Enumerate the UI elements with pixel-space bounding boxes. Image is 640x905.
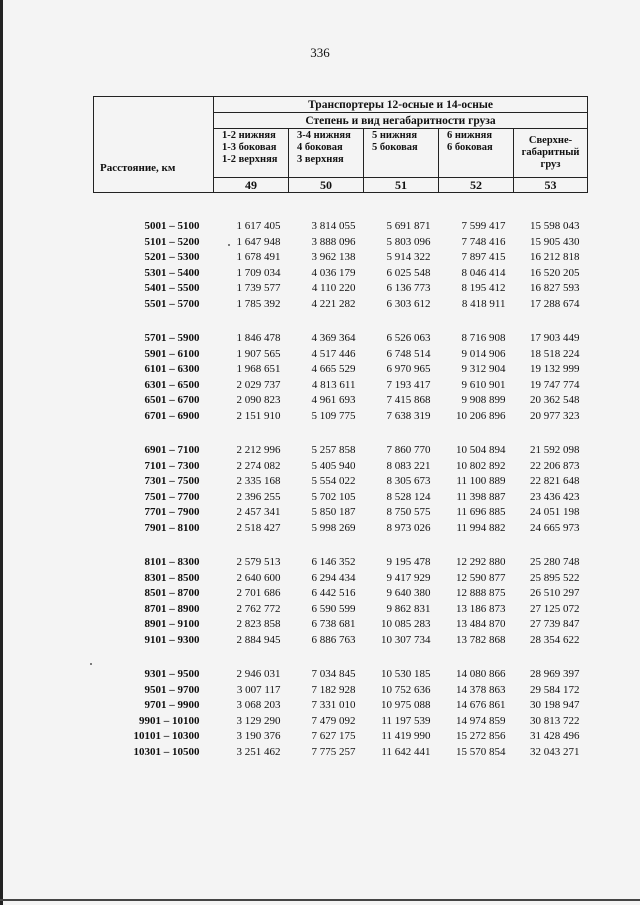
tariff-value-cell: 12 292 880 [456,556,506,568]
distance-range-cell: 5001 – 5100 [144,220,200,232]
distance-range-cell: 5501 – 5700 [144,297,200,310]
tariff-value-cell: 8 418 911 [461,297,506,310]
tariff-value-cell: 10 504 894 [456,444,506,456]
tariff-value-cell: 5 998 269 [311,521,356,534]
tariff-value-cell: 22 206 873 [530,459,580,472]
tariff-value-cell: 3 888 096 [311,235,356,248]
table-row [94,490,588,506]
column-number-51: 51 [364,178,439,193]
tariff-value-cell: 8 083 221 [386,459,431,472]
group-spacer [94,648,588,667]
tariff-value-cell: 11 642 441 [381,745,431,758]
tariff-value-cell: 5 850 187 [311,506,356,518]
tariff-value-cell: 6 590 599 [311,602,356,615]
tariff-value-cell: 4 369 364 [311,332,356,344]
tariff-value-cell: 4 665 529 [311,363,356,375]
tariff-value-cell: 3 814 055 [311,220,356,232]
tariff-value-cell: 9 312 904 [461,363,506,375]
table-row [94,617,588,633]
scan-left-edge [0,0,3,905]
tariff-value-cell: 6 738 681 [311,618,356,630]
tariff-value-cell: 28 354 622 [530,633,580,646]
distance-range-cell: 7501 – 7700 [144,490,200,503]
distance-range-cell: 5201 – 5300 [144,251,200,263]
tariff-value-cell: 6 442 516 [311,587,356,599]
tariff-value-cell: 16 827 593 [530,282,580,294]
tariff-value-cell: 5 914 322 [386,251,431,263]
column-header-52 [439,129,514,178]
tariff-value-cell: 25 895 522 [530,571,580,584]
tariff-value-cell: 14 378 863 [456,683,506,696]
tariff-value-cell: 3 007 117 [236,683,281,696]
tariff-value-cell: 2 823 858 [236,618,281,630]
table-row [94,266,588,282]
tariff-value-cell: 3 129 290 [236,714,281,727]
tariff-value-cell: 10 206 896 [456,409,506,422]
column-number-52: 52 [439,178,514,193]
tariff-value-cell: 25 280 748 [530,556,580,568]
distance-range-cell: 6501 – 6700 [144,394,200,406]
tariff-value-cell: 8 305 673 [386,475,431,487]
subgroup-header: Степень и вид негабаритности груза [214,113,588,129]
tariff-value-cell: 19 747 774 [530,378,580,391]
table-row [94,281,588,297]
tariff-value-cell: 8 195 412 [461,282,506,294]
table-row [94,250,588,266]
tariff-value-cell: 3 190 376 [236,730,281,742]
column-header-line: 4 боковая [297,142,343,153]
tariff-value-cell: 1 846 478 [236,332,281,344]
tariff-value-cell: 24 051 198 [530,506,580,518]
tariff-value-cell: 2 090 823 [236,394,281,406]
table-row [94,459,588,475]
distance-range-cell: 9501 – 9700 [144,683,200,696]
distance-range-cell: 6301 – 6500 [144,378,200,391]
tariff-value-cell: 5 109 775 [311,409,356,422]
tariff-value-cell: 4 110 220 [311,282,356,294]
tariff-value-cell: 23 436 423 [530,490,580,503]
empty-top-left-cell [94,97,214,193]
tariff-value-cell: 11 994 882 [456,521,506,534]
tariff-value-cell: 1 709 034 [236,266,281,279]
tariff-value-cell: 30 198 947 [530,699,580,711]
tariff-value-cell: 2 274 082 [236,459,281,472]
tariff-value-cell: 8 716 908 [461,332,506,344]
tariff-value-cell: 2 701 686 [236,587,281,599]
distance-range-cell: 7101 – 7300 [144,459,200,472]
tariff-value-cell: 31 428 496 [530,730,580,742]
table-row [94,586,588,602]
tariff-value-cell: 2 396 255 [236,490,281,503]
table-row [94,378,588,394]
tariff-value-cell: 7 627 175 [311,730,356,742]
tariff-value-cell: 11 100 889 [456,475,506,487]
tariff-value-cell: 2 579 513 [236,556,281,568]
tariff-value-cell: 29 584 172 [530,683,580,696]
distance-range-cell: 7301 – 7500 [144,475,200,487]
tariff-value-cell: 9 908 899 [461,394,506,406]
column-header-51 [364,129,439,178]
tariff-value-cell: 4 036 179 [311,266,356,279]
tariff-value-cell: 8 750 575 [386,506,431,518]
tariff-value-cell: 6 303 612 [386,297,431,310]
table-row [94,667,588,683]
tariff-value-cell: 28 969 397 [530,668,580,680]
column-number-49: 49 [214,178,289,193]
tariff-value-cell: 27 125 072 [530,602,580,615]
tariff-value-cell: 17 288 674 [530,297,580,310]
column-header-line: 1-3 боковая [222,142,277,153]
distance-range-cell: 6701 – 6900 [144,409,200,422]
tariff-value-cell: 16 212 818 [530,251,580,263]
group-spacer [94,312,588,331]
tariff-value-cell: 1 617 405 [236,220,281,232]
distance-range-cell: 5701 – 5900 [144,332,200,344]
tariff-value-cell: 9 640 380 [386,587,431,599]
page-number: 336 [310,45,330,60]
column-header-53 [514,129,588,178]
column-number-53: 53 [514,178,588,193]
table-row [94,698,588,714]
group-spacer [94,424,588,443]
tariff-value-cell: 11 419 990 [381,730,431,742]
tariff-value-cell: 10 307 734 [381,633,431,646]
tariff-value-cell: 1 907 565 [236,347,281,360]
distance-range-cell: 5901 – 6100 [144,347,200,360]
spacer-cell [94,312,588,331]
tariff-table [93,96,588,760]
tariff-value-cell: 4 221 282 [311,297,356,310]
tariff-value-cell: 15 272 856 [456,730,506,742]
tariff-value-cell: 2 151 910 [236,409,281,422]
tariff-value-cell: 4 961 693 [311,394,356,406]
table-row [94,555,588,571]
column-header-line: 5 боковая [372,142,418,153]
tariff-value-cell: 6 136 773 [386,282,431,294]
spacer-cell [94,648,588,667]
tariff-value-cell: 1 739 577 [236,282,281,294]
spacer-cell [94,193,588,220]
tariff-value-cell: 7 034 845 [311,668,356,680]
tariff-value-cell: 7 775 257 [311,745,356,758]
tariff-value-cell: 6 146 352 [311,556,356,568]
table-row [94,393,588,409]
table-row [94,602,588,618]
tariff-value-cell: 9 862 831 [386,602,431,615]
tariff-value-cell: 5 405 940 [311,459,356,472]
tariff-value-cell: 5 257 858 [311,444,356,456]
tariff-value-cell: 2 884 945 [236,633,281,646]
distance-range-cell: 7701 – 7900 [144,506,200,518]
tariff-value-cell: 8 046 414 [461,266,506,279]
tariff-value-cell: 6 748 514 [386,347,431,360]
distance-range-cell: 9701 – 9900 [144,699,200,711]
tariff-value-cell: 7 599 417 [461,220,506,232]
group-header: Транспортеры 12-осные и 14-осные [214,97,588,113]
table-row [94,219,588,235]
tariff-value-cell: 2 029 737 [236,378,281,391]
tariff-value-cell: 14 080 866 [456,668,506,680]
table-row [94,633,588,649]
tariff-value-cell: 7 479 092 [311,714,356,727]
distance-range-cell: 8501 – 8700 [144,587,200,599]
table-row [94,729,588,745]
distance-header: Расстояние, км [100,162,176,174]
tariff-value-cell: 13 484 870 [456,618,506,630]
column-header-line: груз [540,159,561,170]
table-row [94,235,588,251]
tariff-value-cell: 7 182 928 [311,683,356,696]
distance-range-cell: 6901 – 7100 [144,444,200,456]
table-row [94,745,588,761]
tariff-value-cell: 5 554 022 [311,475,356,487]
column-header-line: 6 нижняя [447,130,492,141]
column-header-line: 6 боковая [447,142,493,153]
table-row [94,347,588,363]
distance-range-cell: 9301 – 9500 [144,668,200,680]
distance-range-cell: 5101 – 5200 [144,235,200,248]
distance-range-cell: 8901 – 9100 [144,618,200,630]
tariff-value-cell: 26 510 297 [530,587,580,599]
tariff-value-cell: 8 973 026 [386,521,431,534]
distance-range-cell: 8101 – 8300 [144,556,200,568]
tariff-value-cell: 30 813 722 [530,714,580,727]
column-header-line: габаритный [521,147,580,158]
tariff-value-cell: 24 665 973 [530,521,580,534]
tariff-value-cell: 27 739 847 [530,618,580,630]
tariff-value-cell: 5 691 871 [386,220,431,232]
tariff-value-cell: 3 068 203 [236,699,281,711]
tariff-value-cell: 7 331 010 [311,699,356,711]
tariff-value-cell: 12 590 877 [456,571,506,584]
table-row [94,521,588,537]
tariff-value-cell: 10 085 283 [381,618,431,630]
tariff-value-cell: 32 043 271 [530,745,580,758]
tariff-value-cell: 2 457 341 [236,506,281,518]
tariff-value-cell: 6 970 965 [386,363,431,375]
tariff-value-cell: 4 517 446 [311,347,356,360]
tariff-value-cell: 7 415 868 [386,394,431,406]
table-row [94,443,588,459]
tariff-value-cell: 1 678 491 [236,251,281,263]
tariff-value-cell: 11 197 539 [381,714,431,727]
tariff-value-cell: 6 294 434 [311,571,356,584]
column-header-line: 3-4 нижняя [297,130,351,141]
tariff-value-cell: 16 520 205 [530,266,580,279]
tariff-value-cell: 20 977 323 [530,409,580,422]
tariff-value-cell: 14 676 861 [456,699,506,711]
tariff-value-cell: 10 975 088 [381,699,431,711]
tariff-value-cell: 2 640 600 [236,571,281,584]
distance-range-cell: 7901 – 8100 [144,521,200,534]
tariff-value-cell: 7 193 417 [386,378,431,391]
column-header-line: Сверхне- [528,135,573,146]
scan-speck [90,663,92,665]
column-header-line: 3 верхняя [297,154,344,165]
tariff-value-cell: 15 905 430 [530,235,580,248]
group-spacer [94,536,588,555]
tariff-value-cell: 2 762 772 [236,602,281,615]
column-header-line: 1-2 нижняя [222,130,276,141]
tariff-value-cell: 1 968 651 [236,363,281,375]
group-spacer [94,193,588,220]
tariff-value-cell: 21 592 098 [530,444,580,456]
tariff-value-cell: 2 335 168 [236,475,281,487]
tariff-value-cell: 2 946 031 [236,668,281,680]
tariff-value-cell: 11 696 885 [456,506,506,518]
tariff-value-cell: 20 362 548 [530,394,580,406]
tariff-value-cell: 13 782 868 [456,633,506,646]
tariff-value-cell: 6 886 763 [311,633,356,646]
table-row [94,474,588,490]
tariff-value-cell: 12 888 875 [456,587,506,599]
tariff-value-cell: 1 785 392 [236,297,281,310]
distance-range-cell: 9101 – 9300 [144,633,200,646]
column-header-49 [214,129,289,178]
tariff-value-cell: 10 802 892 [456,459,506,472]
spacer-cell [94,536,588,555]
tariff-value-cell: 2 212 996 [236,444,281,456]
tariff-value-cell: 7 860 770 [386,444,431,456]
column-header-line: 1-2 верхняя [222,154,278,165]
table-row [94,409,588,425]
tariff-value-cell: 9 195 478 [386,556,431,568]
tariff-value-cell: 9 014 906 [461,347,506,360]
table-row [94,505,588,521]
spacer-cell [94,424,588,443]
column-number-50: 50 [289,178,364,193]
tariff-value-cell: 22 821 648 [530,475,580,487]
tariff-value-cell: 3 962 138 [311,251,356,263]
distance-range-cell: 5401 – 5500 [144,282,200,294]
scan-bottom-edge [0,899,640,901]
distance-range-cell: 5301 – 5400 [144,266,200,279]
tariff-value-cell: 5 702 105 [311,490,356,503]
tariff-value-cell: 17 903 449 [530,332,580,344]
table-row [94,714,588,730]
tariff-value-cell: 1 647 948 [236,235,281,248]
table-row [94,362,588,378]
tariff-value-cell: 2 518 427 [236,521,281,534]
distance-range-cell: 9901 – 10100 [139,714,200,727]
tariff-value-cell: 8 528 124 [386,490,431,503]
tariff-value-cell: 10 752 636 [381,683,431,696]
column-header-50 [289,129,364,178]
tariff-value-cell: 15 570 854 [456,745,506,758]
table-row [94,297,588,313]
tariff-value-cell: 19 132 999 [530,363,580,375]
table-row [94,571,588,587]
distance-range-cell: 6101 – 6300 [144,363,200,375]
tariff-value-cell: 5 803 096 [386,235,431,248]
tariff-value-cell: 9 417 929 [386,571,431,584]
tariff-value-cell: 10 530 185 [381,668,431,680]
distance-range-cell: 10301 – 10500 [133,745,200,758]
tariff-value-cell: 4 813 611 [311,378,356,391]
tariff-value-cell: 6 025 548 [386,266,431,279]
tariff-value-cell: 13 186 873 [456,602,506,615]
tariff-value-cell: 14 974 859 [456,714,506,727]
table-row [94,331,588,347]
tariff-value-cell: 3 251 462 [236,745,281,758]
tariff-value-cell: 18 518 224 [530,347,580,360]
distance-range-cell: 8301 – 8500 [144,571,200,584]
distance-range-cell: 8701 – 8900 [144,602,200,615]
table-row [94,683,588,699]
tariff-value-cell: 11 398 887 [456,490,506,503]
tariff-value-cell: 7 897 415 [461,251,506,263]
tariff-value-cell: 6 526 063 [386,332,431,344]
tariff-value-cell: 7 638 319 [386,409,431,422]
tariff-value-cell: 15 598 043 [530,220,580,232]
column-header-line: 5 нижняя [372,130,417,141]
tariff-value-cell: 7 748 416 [461,235,506,248]
tariff-value-cell: 9 610 901 [461,378,506,391]
distance-range-cell: 10101 – 10300 [133,730,200,742]
